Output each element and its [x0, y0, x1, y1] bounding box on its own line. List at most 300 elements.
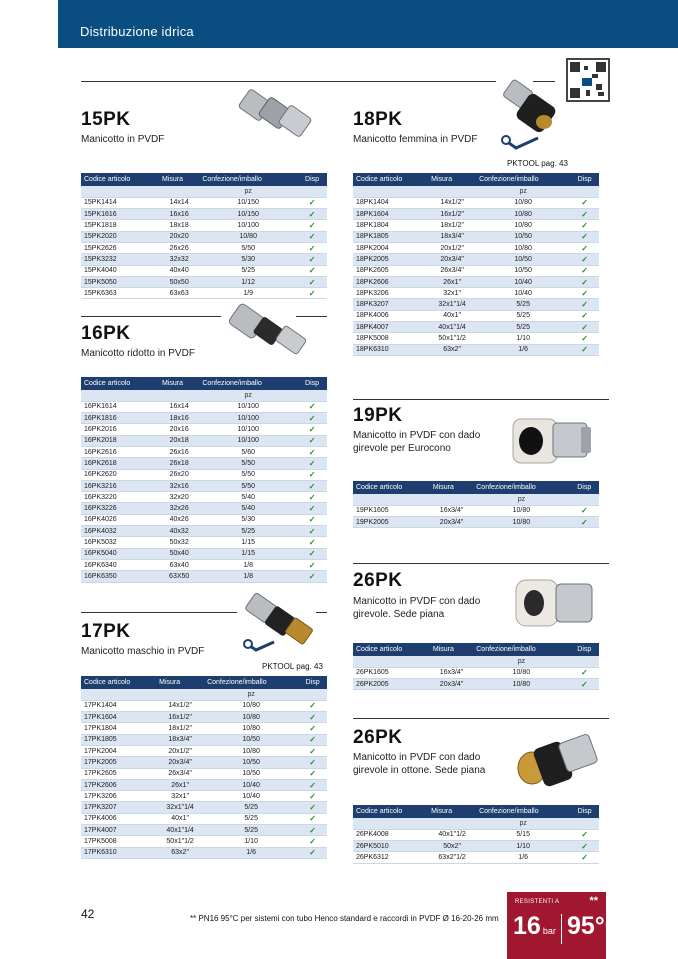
cell-codice: 17PK1804 [81, 723, 156, 734]
cell-codice: 16PK4032 [81, 526, 159, 537]
cell-codice: 18PK6310 [353, 344, 428, 355]
table-header-row [81, 173, 327, 186]
availability-check-icon: ✓ [570, 242, 599, 253]
cell-misura: 26x26 [159, 242, 199, 253]
column-header-codice: Codice articolo [81, 377, 159, 390]
availability-check-icon: ✓ [298, 802, 327, 813]
cell-misura: 63x63 [159, 288, 199, 299]
cell-confezione: 10/40 [204, 779, 298, 790]
cell-misura: 32x1" [156, 791, 204, 802]
unit-row [353, 656, 599, 667]
cell-codice: 15PK1818 [81, 220, 159, 231]
availability-check-icon: ✓ [570, 209, 599, 220]
table-row [353, 852, 599, 863]
cell-confezione: 10/80 [476, 242, 570, 253]
cell-confezione: 10/100 [199, 435, 297, 446]
availability-check-icon: ✓ [298, 847, 327, 858]
pktool-note-17pk: PKTOOL pag. 43 [262, 662, 323, 671]
column-header-confezione: Confezione/imballo [199, 173, 297, 186]
cell-misura: 14x1/2" [156, 700, 204, 711]
availability-check-icon: ✓ [297, 197, 327, 208]
availability-check-icon: ✓ [570, 517, 599, 528]
availability-check-icon: ✓ [297, 458, 327, 469]
cell-misura: 16x14 [159, 401, 199, 412]
cell-confezione: 5/25 [476, 322, 570, 333]
cell-confezione: 5/30 [199, 514, 297, 525]
badge-label: RESISTENTI A [515, 899, 560, 905]
product-code-26pk-b: 26PK [353, 727, 403, 748]
cell-codice: 15PK3232 [81, 254, 159, 265]
unit-row [353, 186, 599, 197]
column-header-codice: Codice articolo [353, 805, 428, 818]
availability-check-icon: ✓ [298, 768, 327, 779]
column-header-misura: Misura [430, 481, 473, 494]
fitting-16pk-image [226, 303, 322, 363]
cell-codice: 26PK1605 [353, 667, 430, 678]
cell-codice: 17PK3207 [81, 802, 156, 813]
table-row [81, 847, 327, 858]
cell-confezione: 1/15 [199, 537, 297, 548]
cell-codice: 26PK2005 [353, 679, 430, 690]
availability-check-icon: ✓ [297, 424, 327, 435]
cell-codice: 18PK1804 [353, 220, 428, 231]
unit-cell: pz [476, 818, 570, 829]
cell-codice: 15PK1616 [81, 209, 159, 220]
cell-confezione: 10/80 [476, 220, 570, 231]
cell-confezione: 10/50 [204, 757, 298, 768]
cell-confezione: 10/50 [476, 265, 570, 276]
cell-codice: 18PK1404 [353, 197, 428, 208]
availability-check-icon: ✓ [297, 571, 327, 582]
column-header-disp: Disp [570, 173, 599, 186]
cell-misura: 32x1"1/4 [428, 299, 476, 310]
cell-misura: 20x3/4" [430, 679, 473, 690]
unit-cell: pz [199, 186, 297, 197]
table-row [353, 310, 599, 321]
table-row [81, 288, 327, 299]
column-header-misura: Misura [430, 643, 473, 656]
availability-check-icon: ✓ [297, 492, 327, 503]
cell-codice: 19PK1605 [353, 505, 430, 516]
table-row [81, 700, 327, 711]
cell-confezione: 1/10 [476, 841, 570, 852]
page-number: 42 [81, 907, 95, 921]
availability-check-icon: ✓ [298, 825, 327, 836]
cell-confezione: 1/12 [199, 276, 297, 287]
cell-codice: 17PK1604 [81, 712, 156, 723]
unit-cell-empty [570, 818, 599, 829]
availability-check-icon: ✓ [570, 344, 599, 355]
table-row [353, 288, 599, 299]
table-row [353, 841, 599, 852]
cell-codice: 17PK1805 [81, 734, 156, 745]
table-18pk [353, 173, 599, 356]
column-header-disp: Disp [570, 643, 599, 656]
unit-cell: pz [473, 494, 569, 505]
table-row [353, 276, 599, 287]
cell-misura: 40x1" [156, 813, 204, 824]
table-row [353, 265, 599, 276]
unit-cell-empty [428, 818, 476, 829]
cell-misura: 50x2" [428, 841, 476, 852]
table-row [81, 734, 327, 745]
availability-check-icon: ✓ [297, 413, 327, 424]
cell-confezione: 10/80 [204, 723, 298, 734]
product-code-16pk: 16PK [81, 323, 131, 344]
cell-codice: 17PK3206 [81, 791, 156, 802]
table-row [353, 344, 599, 355]
cell-misura: 26x3/4" [428, 265, 476, 276]
column-header-codice: Codice articolo [353, 643, 430, 656]
cell-codice: 17PK4007 [81, 825, 156, 836]
cell-confezione: 10/40 [476, 276, 570, 287]
cell-codice: 18PK2605 [353, 265, 428, 276]
cell-codice: 15PK1414 [81, 197, 159, 208]
table-row [81, 220, 327, 231]
cell-misura: 32x32 [159, 254, 199, 265]
cell-misura: 26x3/4" [156, 768, 204, 779]
unit-row [353, 818, 599, 829]
cell-misura: 26x16 [159, 446, 199, 457]
column-header-misura: Misura [159, 173, 199, 186]
cell-confezione: 10/80 [204, 712, 298, 723]
availability-check-icon: ✓ [298, 745, 327, 756]
cell-codice: 17PK5008 [81, 836, 156, 847]
table-row [81, 768, 327, 779]
unit-cell-empty [570, 656, 599, 667]
column-header-codice: Codice articolo [353, 173, 428, 186]
table-row [81, 458, 327, 469]
availability-check-icon: ✓ [570, 667, 599, 678]
availability-check-icon: ✓ [570, 276, 599, 287]
cell-misura: 26x1" [156, 779, 204, 790]
cell-misura: 32x1"1/4 [156, 802, 204, 813]
pktool-note-18pk: PKTOOL pag. 43 [507, 159, 568, 168]
cell-misura: 32x1" [428, 288, 476, 299]
table-row [81, 745, 327, 756]
cell-confezione: 10/80 [204, 745, 298, 756]
cell-confezione: 5/25 [476, 299, 570, 310]
cell-codice: 16PK5032 [81, 537, 159, 548]
availability-check-icon: ✓ [570, 197, 599, 208]
table-row [81, 723, 327, 734]
table-header-row [353, 173, 599, 186]
cell-confezione: 1/6 [476, 344, 570, 355]
table-row [353, 333, 599, 344]
resistance-badge [507, 892, 623, 959]
cell-confezione: 1/10 [476, 333, 570, 344]
unit-cell: pz [204, 689, 298, 700]
column-header-confezione: Confezione/imballo [473, 481, 569, 494]
cell-codice: 15PK5050 [81, 276, 159, 287]
table-row [353, 517, 599, 528]
cell-codice: 17PK2606 [81, 779, 156, 790]
table-row [81, 791, 327, 802]
table-row [353, 231, 599, 242]
cell-misura: 18x1/2" [428, 220, 476, 231]
column-header-misura: Misura [428, 805, 476, 818]
cell-misura: 16x3/4" [430, 667, 473, 678]
availability-check-icon: ✓ [298, 836, 327, 847]
table-row [81, 446, 327, 457]
cell-misura: 50x50 [159, 276, 199, 287]
cell-codice: 15PK4040 [81, 265, 159, 276]
fitting-26pk-b-image [514, 728, 606, 794]
cell-misura: 14x1/2" [428, 197, 476, 208]
table-row [81, 480, 327, 491]
availability-check-icon: ✓ [570, 679, 599, 690]
table-row [81, 712, 327, 723]
cell-confezione: 1/15 [199, 548, 297, 559]
cell-confezione: 10/150 [199, 197, 297, 208]
cell-codice: 16PK6350 [81, 571, 159, 582]
divider [81, 81, 496, 82]
cell-confezione: 1/8 [199, 559, 297, 570]
cell-codice: 17PK1404 [81, 700, 156, 711]
table-row [81, 537, 327, 548]
cell-confezione: 5/25 [204, 802, 298, 813]
cell-confezione: 10/50 [476, 231, 570, 242]
table-row [81, 813, 327, 824]
availability-check-icon: ✓ [570, 322, 599, 333]
table-row [81, 401, 327, 412]
cell-confezione: 5/25 [199, 265, 297, 276]
divider [353, 563, 609, 564]
table-row [353, 829, 599, 840]
cell-confezione: 5/60 [199, 446, 297, 457]
unit-row [81, 689, 327, 700]
cell-confezione: 1/10 [204, 836, 298, 847]
badge-temperature: 95°C [567, 912, 623, 940]
table-header-row [81, 377, 327, 390]
cell-confezione: 10/100 [199, 424, 297, 435]
product-desc-16pk: Manicotto ridotto in PVDF [81, 348, 195, 359]
cell-misura: 63x2"1/2 [428, 852, 476, 863]
cell-misura: 16x1/2" [428, 209, 476, 220]
availability-check-icon: ✓ [570, 265, 599, 276]
unit-cell-empty [159, 186, 199, 197]
cell-confezione: 1/9 [199, 288, 297, 299]
cell-confezione: 10/80 [204, 700, 298, 711]
unit-cell-empty [297, 186, 327, 197]
product-code-15pk: 15PK [81, 109, 131, 130]
cell-codice: 18PK4007 [353, 322, 428, 333]
cell-codice: 18PK1805 [353, 231, 428, 242]
table-row [353, 220, 599, 231]
availability-check-icon: ✓ [570, 299, 599, 310]
cell-misura: 50x40 [159, 548, 199, 559]
fitting-18pk-image [498, 78, 568, 156]
cell-codice: 26PK6312 [353, 852, 428, 863]
table-header-row [353, 643, 599, 656]
cell-misura: 63X50 [159, 571, 199, 582]
table-row [81, 836, 327, 847]
availability-check-icon: ✓ [297, 446, 327, 457]
cell-misura: 40x26 [159, 514, 199, 525]
cell-confezione: 1/6 [204, 847, 298, 858]
cell-confezione: 5/50 [199, 480, 297, 491]
cell-confezione: 5/50 [199, 242, 297, 253]
cell-confezione: 10/80 [473, 517, 569, 528]
column-header-disp: Disp [298, 676, 327, 689]
table-26pk-a [353, 643, 599, 690]
unit-cell-empty [353, 656, 430, 667]
cell-misura: 26x20 [159, 469, 199, 480]
cell-misura: 20x18 [159, 435, 199, 446]
cell-codice: 15PK2020 [81, 231, 159, 242]
column-header-misura: Misura [428, 173, 476, 186]
cell-misura: 40x40 [159, 265, 199, 276]
availability-check-icon: ✓ [297, 254, 327, 265]
availability-check-icon: ✓ [297, 480, 327, 491]
availability-check-icon: ✓ [297, 288, 327, 299]
unit-row [81, 186, 327, 197]
cell-misura: 18x1/2" [156, 723, 204, 734]
table-row [81, 242, 327, 253]
cell-confezione: 5/25 [476, 310, 570, 321]
column-header-disp: Disp [570, 481, 599, 494]
header-bar [58, 0, 678, 48]
table-15pk [81, 173, 327, 299]
cell-codice: 26PK5010 [353, 841, 428, 852]
table-row [81, 413, 327, 424]
availability-check-icon: ✓ [297, 435, 327, 446]
cell-codice: 16PK5040 [81, 548, 159, 559]
cell-confezione: 10/100 [199, 220, 297, 231]
availability-check-icon: ✓ [570, 310, 599, 321]
cell-misura: 32x26 [159, 503, 199, 514]
column-header-confezione: Confezione/imballo [476, 173, 570, 186]
availability-check-icon: ✓ [297, 559, 327, 570]
cell-confezione: 10/40 [476, 288, 570, 299]
availability-check-icon: ✓ [298, 712, 327, 723]
cell-misura: 40x1"1/4 [156, 825, 204, 836]
unit-row [353, 494, 599, 505]
table-row [81, 514, 327, 525]
cell-confezione: 10/50 [476, 254, 570, 265]
product-desc-26pk-a: Manicotto in PVDF con dado girevole. Sede piana [353, 596, 481, 620]
divider [353, 718, 609, 719]
cell-codice: 16PK3216 [81, 480, 159, 491]
cell-misura: 26x1" [428, 276, 476, 287]
table-header-row [353, 481, 599, 494]
cell-misura: 63x40 [159, 559, 199, 570]
footnote: ** PN16 95°C per sistemi con tubo Henco standard e raccordi in PVDF Ø 16-20-26 mm [190, 914, 499, 923]
cell-codice: 18PK3207 [353, 299, 428, 310]
cell-codice: 18PK2606 [353, 276, 428, 287]
cell-misura: 20x3/4" [428, 254, 476, 265]
table-row [353, 322, 599, 333]
table-row [353, 505, 599, 516]
unit-cell-empty [570, 494, 599, 505]
table-row [81, 779, 327, 790]
cell-confezione: 10/80 [199, 231, 297, 242]
product-desc-19pk: Manicotto in PVDF con dado girevole per Eurocono [353, 430, 481, 454]
product-desc-17pk: Manicotto maschio in PVDF [81, 646, 205, 657]
availability-check-icon: ✓ [297, 548, 327, 559]
cell-misura: 40x1"1/2 [428, 829, 476, 840]
cell-confezione: 10/80 [473, 505, 569, 516]
cell-misura: 14x14 [159, 197, 199, 208]
table-row [81, 231, 327, 242]
table-row [353, 254, 599, 265]
cell-misura: 26x18 [159, 458, 199, 469]
table-row [81, 526, 327, 537]
table-row [81, 825, 327, 836]
cell-codice: 16PK3226 [81, 503, 159, 514]
availability-check-icon: ✓ [570, 220, 599, 231]
cell-misura: 18x18 [159, 220, 199, 231]
product-code-19pk: 19PK [353, 405, 403, 426]
cell-codice: 16PK2620 [81, 469, 159, 480]
cell-misura: 20x1/2" [156, 745, 204, 756]
cell-misura: 40x32 [159, 526, 199, 537]
availability-check-icon: ✓ [570, 505, 599, 516]
availability-check-icon: ✓ [297, 242, 327, 253]
column-header-confezione: Confezione/imballo [204, 676, 298, 689]
column-header-misura: Misura [159, 377, 199, 390]
cell-confezione: 10/50 [204, 768, 298, 779]
badge-stars: ** [589, 895, 598, 907]
column-header-confezione: Confezione/imballo [476, 805, 570, 818]
cell-confezione: 5/25 [204, 813, 298, 824]
cell-confezione: 10/80 [473, 679, 569, 690]
table-row [81, 424, 327, 435]
unit-cell-empty [428, 186, 476, 197]
availability-check-icon: ✓ [297, 537, 327, 548]
availability-check-icon: ✓ [570, 333, 599, 344]
availability-check-icon: ✓ [570, 231, 599, 242]
badge-pressure: 16 bar [513, 912, 556, 940]
qr-code [566, 58, 610, 102]
column-header-disp: Disp [570, 805, 599, 818]
table-19pk [353, 481, 599, 528]
cell-misura: 16x16 [159, 209, 199, 220]
cell-codice: 18PK2005 [353, 254, 428, 265]
cell-misura: 20x1/2" [428, 242, 476, 253]
availability-check-icon: ✓ [297, 209, 327, 220]
cell-codice: 19PK2005 [353, 517, 430, 528]
table-header-row [81, 676, 327, 689]
table-row [81, 492, 327, 503]
cell-codice: 16PK2618 [81, 458, 159, 469]
cell-confezione: 5/50 [199, 469, 297, 480]
cell-misura: 18x16 [159, 413, 199, 424]
column-header-confezione: Confezione/imballo [199, 377, 297, 390]
availability-check-icon: ✓ [570, 852, 599, 863]
table-26pk-b [353, 805, 599, 864]
table-row [81, 435, 327, 446]
table-row [81, 265, 327, 276]
table-row [81, 757, 327, 768]
cell-confezione: 10/100 [199, 413, 297, 424]
availability-check-icon: ✓ [297, 514, 327, 525]
unit-cell-empty [353, 818, 428, 829]
unit-cell-empty [297, 390, 327, 401]
cell-misura: 20x20 [159, 231, 199, 242]
table-header-row [353, 805, 599, 818]
cell-misura: 63x2" [428, 344, 476, 355]
cell-misura: 18x3/4" [156, 734, 204, 745]
table-row [353, 667, 599, 678]
cell-confezione: 1/8 [199, 571, 297, 582]
cell-codice: 26PK4008 [353, 829, 428, 840]
table-row [81, 503, 327, 514]
availability-check-icon: ✓ [297, 231, 327, 242]
cell-misura: 20x3/4" [156, 757, 204, 768]
unit-cell-empty [430, 656, 473, 667]
availability-check-icon: ✓ [570, 841, 599, 852]
